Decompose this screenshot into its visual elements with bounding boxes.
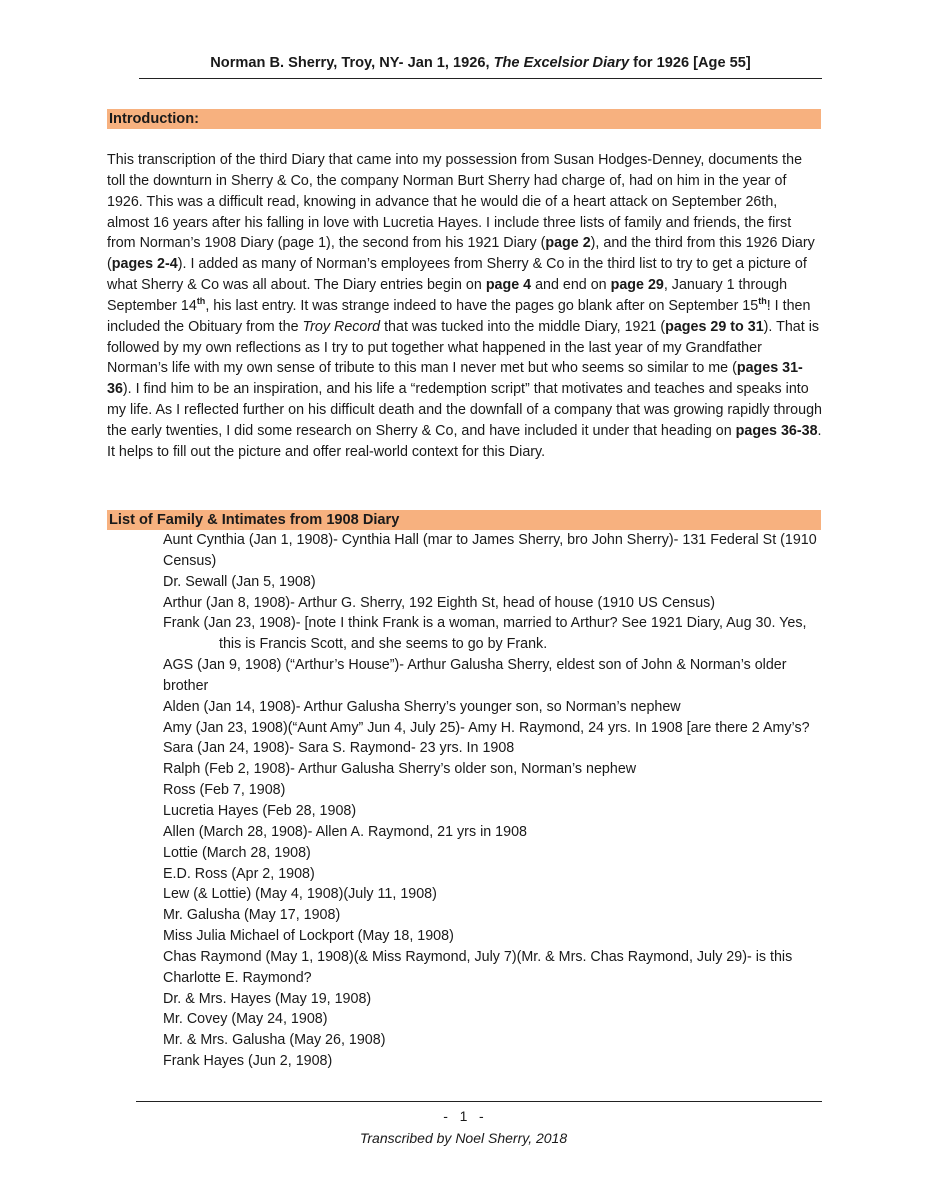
list-item: Alden (Jan 14, 1908)- Arthur Galusha Sherry’s younger son, so Norman’s nephew [163,698,681,715]
list-item: Arthur (Jan 8, 1908)- Arthur G. Sherry, 192 Eighth St, head of house (1910 US Census) [163,594,716,611]
list-item: Ralph (Feb 2, 1908)- Arthur Galusha Sherry’s older son, Norman’s nephew [163,761,637,778]
intro-text: that was tucked into the middle Diary, 1921 ( [380,318,666,335]
list-item: Mr. & Mrs. Galusha (May 26, 1908) [163,1032,386,1049]
page-number: - 1 - [443,1108,484,1124]
page-header [139,52,822,79]
list-item: Frank Hayes (Jun 2, 1908) [163,1053,333,1070]
list-item: AGS (Jan 9, 1908) (“Arthur’s House”)- Arthur Galusha Sherry, eldest son of John & Norman’s older brother [163,657,787,694]
list-1908-heading: List of Family & Intimates from 1908 Diary [107,510,821,530]
list-item: Frank (Jan 23, 1908)- [note I think Frank is a woman, married to Arthur? See 1921 Diary, Aug 30. Yes, this is Francis Scott, and she seems to go by Frank. [163,615,807,653]
transcription-credit: Transcribed by Noel Sherry, 2018 [359,1130,568,1146]
intro-text: , his last entry. It was strange indeed to have the pages go blank after on September 15 [205,297,759,314]
header-title-suffix: for 1926 [Age 55] [629,55,751,71]
intro-text: and end on [531,277,611,294]
header-title-text: Norman B. Sherry, Troy, NY- Jan 1, 1926, [210,55,494,71]
list-item: Sara (Jan 24, 1908)- Sara S. Raymond- 23 yrs. In 1908 [163,740,515,757]
page-ref: page 29 [610,277,664,294]
page-ref: page 4 [485,277,532,294]
list-item: Lew (& Lottie) (May 4, 1908)(July 11, 1908) [163,886,437,903]
list-item: Miss Julia Michael of Lockport (May 18, 1908) [163,928,454,945]
intro-text: , January 1 through September 14 [107,277,788,314]
intro-text: ). I find him to be an inspiration, and his life a “redemption script” that motivates and teaches and speaks into my life. As I reflected further on his difficult death and the downfall of a company that was growing rapidly through the early twenties, I did some research on Sherry & Co, and have included it under that heading on [107,381,822,439]
list-item: Dr. & Mrs. Hayes (May 19, 1908) [163,990,372,1007]
ordinal-suffix: th [758,296,767,307]
list-item: Dr. Sewall (Jan 5, 1908) [163,573,316,590]
intro-text: ). I added as many of Norman’s employees from Sherry & Co in the third list to try to get a picture of what Sherry & Co was all about. The Diary entries begin on [107,256,807,294]
page-ref: pages 2-4 [111,256,178,273]
list-item: E.D. Ross (Apr 2, 1908) [163,865,315,882]
family-list-1908 [163,530,823,1072]
list-item: Mr. Galusha (May 17, 1908) [163,907,341,924]
intro-text: ). That is followed by my own reflections as I try to put together what happened in the last year of my Grandfather Norman’s life with my own sense of tribute to this man I never met but who seems so similar to me ( [107,318,820,377]
intro-text: ! I then included the Obituary from the [107,297,811,335]
intro-text: ), and the third from this 1926 Diary ( [107,235,815,273]
page-ref: pages 36-38 [735,422,818,439]
list-item: Mr. Covey (May 24, 1908) [163,1011,328,1028]
page-ref: pages 31-36 [107,360,803,398]
intro-text: . It helps to fill out the picture and offer real-world context for this Diary. [107,422,822,460]
introduction-heading: Introduction: [107,109,821,129]
list-item: Aunt Cynthia (Jan 1, 1908)- Cynthia Hall (mar to James Sherry, bro John Sherry)- 131 Federal St (1910 Census) [163,532,817,569]
introduction-paragraph [107,150,823,463]
list-item: Lottie (March 28, 1908) [163,844,311,861]
list-item: Ross (Feb 7, 1908) [163,782,286,799]
intro-text: This transcription of the third Diary that came into my possession from Susan Hodges-Denney, documents the toll the downturn in Sherry & Co, the company Norman Burt Sherry had charge of, had on him in the year of 1926. This was a difficult read, knowing in advance that he would die of a heart attack on September 26th, almost 16 years after his falling in love with Lucretia Hayes. I include three lists of family and friends, the first from Norman’s 1908 Diary (page 1), the second from his 1921 Diary ( [107,152,803,252]
list-item: Chas Raymond (May 1, 1908)(& Miss Raymond, July 7)(Mr. & Mrs. Chas Raymond, July 29)- is this Charlotte E. Raymond? [163,948,793,986]
header-title-italic: The Excelsior Diary [493,55,630,71]
list-item: Amy (Jan 23, 1908)(“Aunt Amy” Jun 4, July 25)- Amy H. Raymond, 24 yrs. In 1908 [are there 2 Amy’s? [163,719,810,736]
page-ref: pages 29 to 31 [665,318,764,335]
ordinal-suffix: th [196,296,206,307]
footer-rule [136,1101,822,1102]
page-ref: page 2 [545,235,591,252]
newspaper-title: Troy Record [302,318,381,335]
list-item: Lucretia Hayes (Feb 28, 1908) [163,802,357,819]
list-item: Allen (March 28, 1908)- Allen A. Raymond, 21 yrs in 1908 [163,823,527,840]
